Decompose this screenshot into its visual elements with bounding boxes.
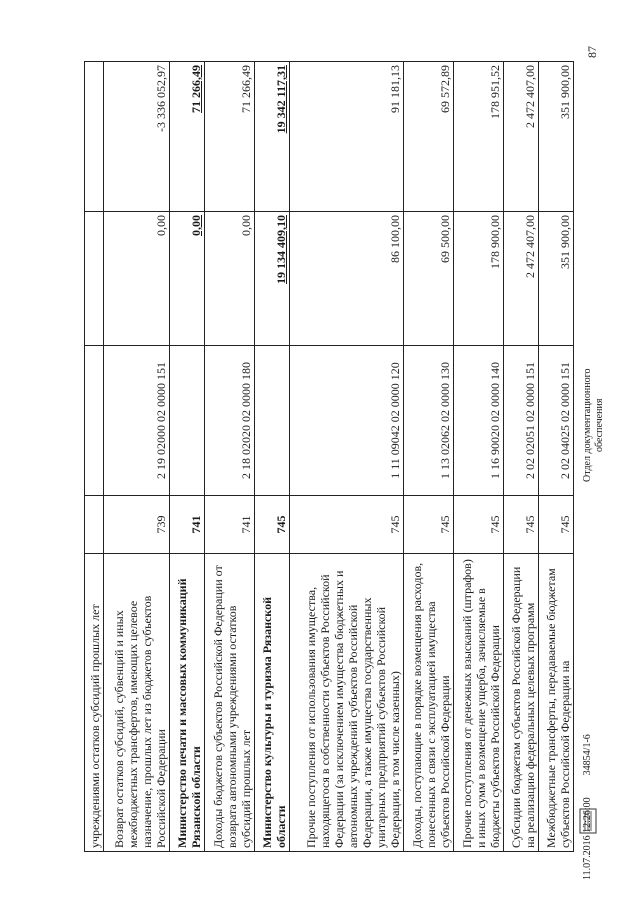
page-number: 87 <box>585 46 599 58</box>
department-line-2: обеспечения <box>594 398 605 452</box>
table-row <box>290 62 403 852</box>
row-actual-amount <box>85 62 104 212</box>
row-admin-code: 745 <box>403 496 453 554</box>
row-description: Доходы, поступающие в порядке возмещения расходов, понесенных в связи с эксплуатацией имущества субъектов Российской Федерации <box>403 554 453 852</box>
department-line-1: Отдел документационного <box>582 368 593 482</box>
row-planned-amount: 0,00 <box>205 212 255 346</box>
footer-timestamp: 11.07.2016 12:26:00 <box>582 797 593 880</box>
row-admin-code: 745 <box>504 496 539 554</box>
row-description: Возврат остатков субсидий, субвенций и иных межбюджетных трансфертов, имеющих целевое назначение, прошлых лет из бюджетов субъектов Российской Федерации <box>104 554 170 852</box>
table-row <box>453 62 503 852</box>
row-actual-amount: 19 342 117,31 <box>255 62 290 212</box>
table-row <box>205 62 255 852</box>
row-budget-code: 2 19 02000 02 0000 151 <box>104 346 170 496</box>
footer-doc-number: 34854/1-6 <box>582 734 593 776</box>
row-actual-amount: -3 336 052,97 <box>104 62 170 212</box>
row-description: Прочие поступления от денежных взысканий (штрафов) и иных сумм в возмещение ущерба, зачисляемые в бюджеты субъектов Российской Федерации <box>453 554 503 852</box>
row-budget-code: 1 16 90020 02 0000 140 <box>453 346 503 496</box>
row-actual-amount: 351 900,00 <box>539 62 574 212</box>
row-budget-code <box>170 346 205 496</box>
row-description: Межбюджетные трансферты, передаваемые бюджетам субъектов Российской Федерации на <box>539 554 574 852</box>
row-budget-code: 1 11 09042 02 0000 120 <box>290 346 403 496</box>
row-planned-amount: 351 900,00 <box>539 212 574 346</box>
row-admin-code: 745 <box>290 496 403 554</box>
row-description: Доходы бюджетов субъектов Российской Федерации от возврата автономными учреждениями остатков субсидий прошлых лет <box>205 554 255 852</box>
row-description: учреждениями остатков субсидий прошлых лет <box>85 554 104 852</box>
row-budget-code: 2 18 02020 02 0000 180 <box>205 346 255 496</box>
row-admin-code: 745 <box>539 496 574 554</box>
row-planned-amount: 69 500,00 <box>403 212 453 346</box>
row-planned-amount: 0,00 <box>104 212 170 346</box>
row-actual-amount: 69 572,89 <box>403 62 453 212</box>
revenue-table <box>84 61 574 852</box>
row-admin-code: 745 <box>453 496 503 554</box>
row-planned-amount: 178 900,00 <box>453 212 503 346</box>
row-description: Прочие поступления от использования имущества, находящегося в собственности субъектов Российской Федерации (за исключением имущества бюджетных и автономных учреждений субъектов Российской Федерации, а также имущества государственных унитарных предприятий субъектов Российской Федерации, в том числе казенных) <box>290 554 403 852</box>
table-row <box>255 62 290 852</box>
row-planned-amount <box>85 212 104 346</box>
table-row <box>504 62 539 852</box>
row-description: Министерство печати и массовых коммуникаций Рязанской области <box>170 554 205 852</box>
row-actual-amount: 2 472 407,00 <box>504 62 539 212</box>
row-admin-code: 741 <box>205 496 255 554</box>
table-row <box>104 62 170 852</box>
row-actual-amount: 178 951,52 <box>453 62 503 212</box>
row-budget-code: 1 13 02062 02 0000 130 <box>403 346 453 496</box>
row-budget-code <box>85 346 104 496</box>
scan-edge-line <box>20 0 21 905</box>
row-budget-code: 2 02 02051 02 0000 151 <box>504 346 539 496</box>
row-actual-amount: 71 266,49 <box>170 62 205 212</box>
rotated-sheet <box>84 62 574 852</box>
row-budget-code: 2 02 04025 02 0000 151 <box>539 346 574 496</box>
row-description: Министерство культуры и туризма Рязанской области <box>255 554 290 852</box>
row-admin-code: 739 <box>104 496 170 554</box>
row-admin-code: 741 <box>170 496 205 554</box>
row-actual-amount: 71 266,49 <box>205 62 255 212</box>
row-planned-amount: 0,00 <box>170 212 205 346</box>
row-planned-amount: 2 472 407,00 <box>504 212 539 346</box>
row-actual-amount: 91 181,13 <box>290 62 403 212</box>
table-row <box>539 62 574 852</box>
department-note <box>582 369 606 482</box>
row-description: Субсидии бюджетам субъектов Российской Федерации на реализацию федеральных целевых программ <box>504 554 539 852</box>
table-row <box>403 62 453 852</box>
row-admin-code <box>85 496 104 554</box>
table-row <box>170 62 205 852</box>
row-planned-amount: 86 100,00 <box>290 212 403 346</box>
row-budget-code <box>255 346 290 496</box>
row-planned-amount: 19 134 409,10 <box>255 212 290 346</box>
footer-stamp <box>582 734 593 880</box>
table-row <box>85 62 104 852</box>
row-admin-code: 745 <box>255 496 290 554</box>
